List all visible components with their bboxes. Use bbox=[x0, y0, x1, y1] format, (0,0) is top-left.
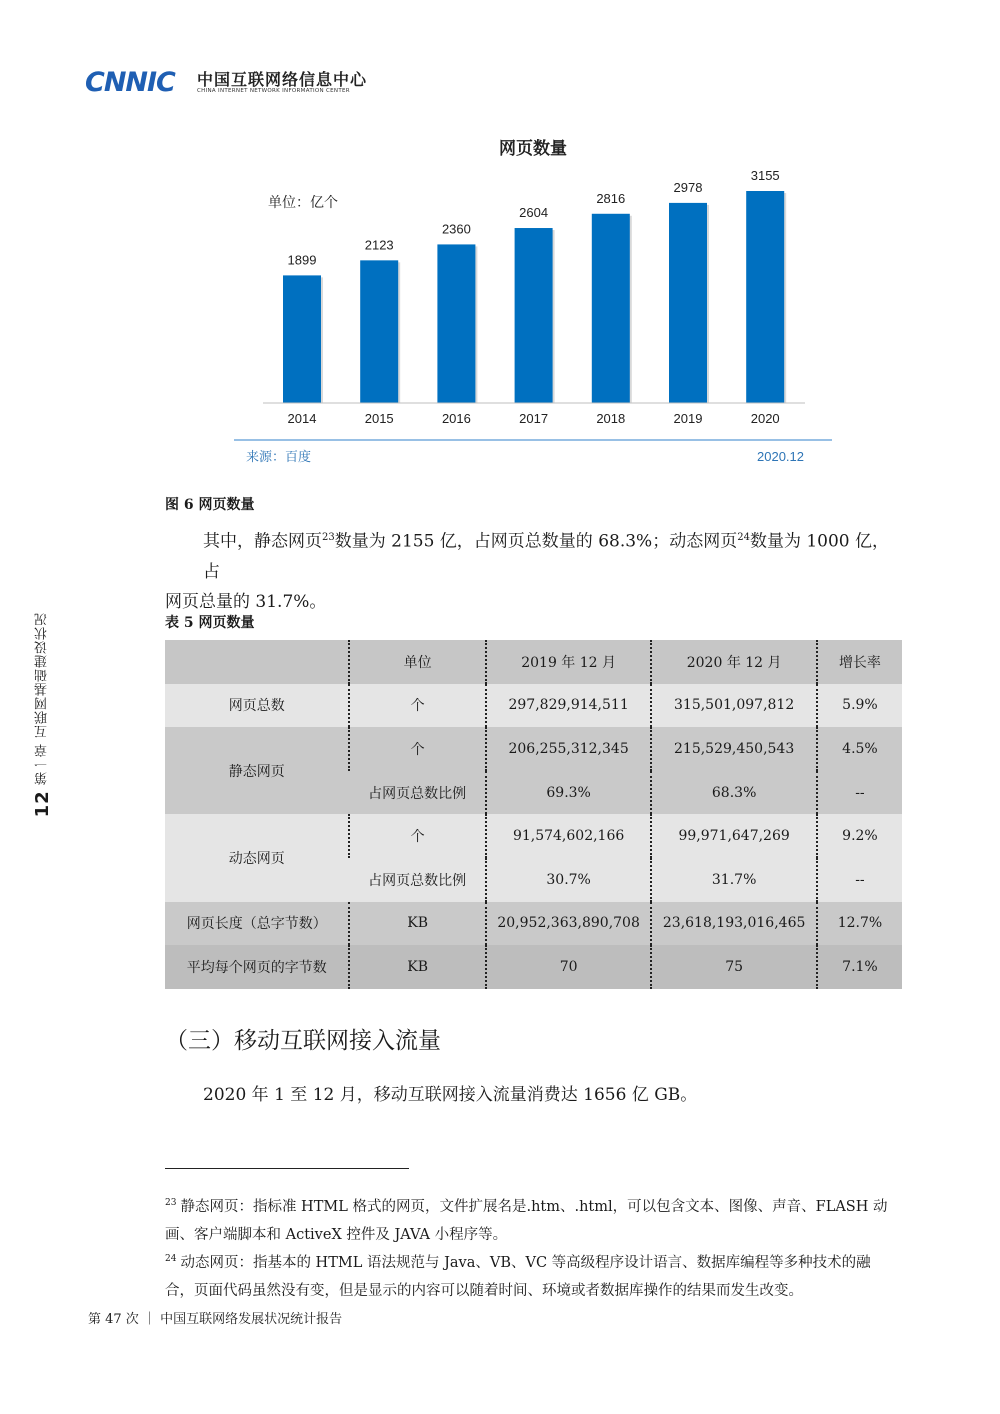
side-page-number: 12 bbox=[32, 790, 53, 818]
x-tick-label: 2019 bbox=[673, 411, 703, 426]
footnote-line: 合，页面代码虽然没有变，但是显示的内容可以随着时间、环境或者数据库操作的结果而发生改变。 bbox=[165, 1282, 803, 1299]
row-2020: 31.7% bbox=[651, 858, 817, 902]
figure-caption: 图 6 网页数量 bbox=[165, 497, 255, 513]
side-text bbox=[32, 612, 53, 817]
footnote-ref-24[interactable]: 24 bbox=[737, 532, 750, 543]
row-growth: -- bbox=[817, 771, 902, 815]
row-growth: 5.9% bbox=[817, 684, 902, 728]
table-header-cell: 2020 年 12 月 bbox=[651, 640, 817, 684]
chart-unit-label: 单位：亿个 bbox=[268, 194, 338, 210]
row-unit: 个 bbox=[349, 684, 485, 728]
bar-value-label: 2816 bbox=[596, 190, 626, 206]
chart-title: 网页数量 bbox=[499, 139, 567, 158]
table-header-cell: 单位 bbox=[349, 640, 485, 684]
table-header-cell: 增长率 bbox=[817, 640, 902, 684]
row-2020: 23,618,193,016,465 bbox=[651, 902, 817, 946]
paragraph-text-2: 数量为 2155 亿，占网页总数量的 68.3%；动态网页 bbox=[334, 531, 738, 552]
bar-value-label: 2360 bbox=[441, 221, 471, 237]
row-unit: 占网页总数比例 bbox=[368, 872, 467, 889]
row-2019: 20,952,363,890,708 bbox=[486, 902, 652, 946]
bar-value-label: 3155 bbox=[750, 168, 780, 183]
side-chapter-label bbox=[22, 612, 62, 822]
footnote-number: 23 bbox=[165, 1198, 177, 1208]
x-tick-label: 2016 bbox=[441, 411, 471, 426]
row-label: 平均每个网页的字节数 bbox=[186, 959, 327, 976]
table-row bbox=[165, 684, 902, 728]
row-unit: 占网页总数比例 bbox=[368, 785, 467, 802]
row-2019: 206,255,312,345 bbox=[486, 727, 652, 771]
row-growth: 4.5% bbox=[817, 727, 902, 771]
page-footer: 第 47 次 ｜ 中国互联网络发展状况统计报告 bbox=[88, 1312, 343, 1327]
x-tick-label: 2017 bbox=[519, 411, 549, 426]
row-2020: 75 bbox=[651, 945, 817, 989]
footnote-rule bbox=[165, 1168, 409, 1169]
row-unit: 个 bbox=[349, 727, 485, 771]
x-tick-label: 2015 bbox=[364, 411, 394, 426]
table-row bbox=[165, 945, 902, 989]
bar-value-label: 2123 bbox=[364, 237, 394, 253]
row-2020: 68.3% bbox=[651, 771, 817, 815]
footnote-line: 静态网页：指标准 HTML 格式的网页，文件扩展名是.htm、.html，可以包含文本、图像、声音、FLASH 动 bbox=[180, 1198, 888, 1215]
paragraph-line-2: 网页总量的 31.7%。 bbox=[165, 591, 327, 612]
footnote-23 bbox=[165, 1189, 902, 1249]
row-2020: 315,501,097,812 bbox=[651, 684, 817, 728]
row-2020: 99,971,647,269 bbox=[651, 814, 817, 858]
bar-2017 bbox=[515, 228, 553, 403]
table-header-row bbox=[165, 640, 902, 684]
chart-date: 2020.12 bbox=[757, 449, 804, 464]
chart-svg bbox=[230, 130, 840, 475]
cnnic-logo bbox=[85, 66, 385, 102]
x-tick-label: 2020 bbox=[750, 411, 780, 426]
row-growth: -- bbox=[817, 858, 902, 902]
row-2019: 69.3% bbox=[486, 771, 652, 815]
footnote-number: 24 bbox=[165, 1254, 177, 1264]
side-chapter-title: 第一章 互联网基础建设状况 bbox=[35, 612, 50, 786]
row-label: 网页长度（总字节数） bbox=[186, 916, 327, 933]
bar-2015 bbox=[360, 260, 398, 403]
paragraph-text-1: 其中，静态网页 bbox=[203, 531, 322, 552]
row-2019: 297,829,914,511 bbox=[486, 684, 652, 728]
footnote-ref-23[interactable]: 23 bbox=[322, 532, 335, 543]
bar-value-label: 2978 bbox=[673, 179, 703, 195]
row-growth: 7.1% bbox=[817, 945, 902, 989]
bar-2019 bbox=[669, 203, 707, 403]
x-tick-label: 2018 bbox=[596, 411, 626, 426]
bar-value-label: 2604 bbox=[519, 205, 549, 221]
section-paragraph: 2020 年 1 至 12 月，移动互联网接入流量消费达 1656 亿 GB。 bbox=[203, 1085, 698, 1105]
chart-bars bbox=[283, 168, 786, 403]
footnote-line: 动态网页：指基本的 HTML 语法规范与 Java、VB、VC 等高级程序设计语言、数据库编程等多种技术的融 bbox=[180, 1254, 871, 1271]
x-tick-labels bbox=[288, 411, 780, 426]
row-unit: KB bbox=[349, 902, 485, 946]
footnote-24 bbox=[165, 1245, 902, 1305]
paragraph-text-3: 数量为 1000 亿，占 bbox=[203, 531, 890, 582]
org-name-en: CHINA INTERNET NETWORK INFORMATION CENTER bbox=[197, 88, 350, 94]
table-row bbox=[165, 814, 902, 858]
row-unit: KB bbox=[349, 945, 485, 989]
bar-2014 bbox=[283, 275, 321, 403]
row-growth: 9.2% bbox=[817, 814, 902, 858]
row-2019: 91,574,602,166 bbox=[486, 814, 652, 858]
row-growth: 12.7% bbox=[817, 902, 902, 946]
section-title: （三）移动互联网接入流量 bbox=[165, 1028, 441, 1054]
row-label: 网页总数 bbox=[228, 698, 285, 715]
row-label: 静态网页 bbox=[165, 727, 349, 814]
webpage-count-table bbox=[165, 640, 902, 989]
webpage-count-chart bbox=[230, 130, 840, 475]
table-row bbox=[165, 902, 902, 946]
bar-value-label: 1899 bbox=[287, 252, 317, 268]
row-label: 动态网页 bbox=[165, 814, 349, 901]
chart-source: 来源：百度 bbox=[246, 449, 312, 464]
row-2020: 215,529,450,543 bbox=[651, 727, 817, 771]
row-2019: 30.7% bbox=[486, 858, 652, 902]
bar-2020 bbox=[746, 191, 784, 403]
logo-mark bbox=[85, 66, 175, 98]
bar-2018 bbox=[592, 214, 630, 403]
paragraph-static-dynamic bbox=[165, 523, 905, 617]
org-name-cn: 中国互联网络信息中心 bbox=[197, 70, 368, 89]
table-row bbox=[165, 727, 902, 771]
table-caption: 表 5 网页数量 bbox=[165, 615, 255, 631]
row-unit: 个 bbox=[349, 814, 485, 858]
row-2019: 70 bbox=[486, 945, 652, 989]
bar-2016 bbox=[437, 244, 475, 403]
x-tick-label: 2014 bbox=[287, 411, 317, 426]
footnote-line: 画、客户端脚本和 ActiveX 控件及 JAVA 小程序等。 bbox=[165, 1226, 508, 1243]
table-header-cell: 2019 年 12 月 bbox=[486, 640, 652, 684]
table-header-cell bbox=[165, 640, 349, 684]
logo-letters: CNNIC bbox=[85, 66, 175, 98]
